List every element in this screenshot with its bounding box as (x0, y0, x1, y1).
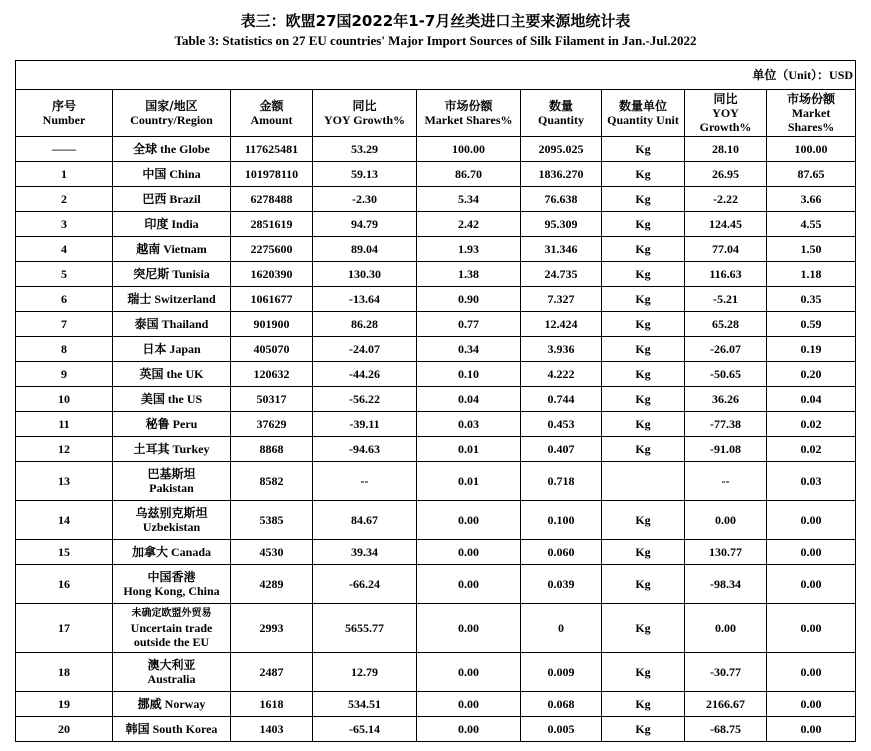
quantity-yoy-cell: -68.75 (685, 717, 767, 742)
amount-cell: 901900 (231, 312, 313, 337)
market-share-cell: 0.00 (417, 717, 521, 742)
row-number: 5 (16, 262, 113, 287)
amount-cell: 1618 (231, 692, 313, 717)
table-row (16, 437, 856, 462)
table-title-cn: 表三：欧盟27国2022年1-7月丝类进口主要来源地统计表 (240, 12, 631, 30)
quantity-unit-cell: Kg (602, 501, 685, 540)
quantity-yoy-cell: 77.04 (685, 237, 767, 262)
quantity-cell: 0.744 (521, 387, 602, 412)
column-header-en: Country/Region (130, 113, 213, 127)
quantity-cell: 0.068 (521, 692, 602, 717)
quantity-unit-cell: Kg (602, 604, 685, 653)
quantity-share-cell: 0.00 (767, 501, 856, 540)
yoy-growth-cell: -44.26 (313, 362, 417, 387)
quantity-cell: 24.735 (521, 262, 602, 287)
amount-cell: 120632 (231, 362, 313, 387)
row-number: 15 (16, 540, 113, 565)
quantity-cell: 7.327 (521, 287, 602, 312)
table-row (16, 187, 856, 212)
quantity-cell: 1836.270 (521, 162, 602, 187)
yoy-growth-cell: -2.30 (313, 187, 417, 212)
country-cell (113, 237, 231, 262)
amount-cell: 2851619 (231, 212, 313, 237)
country-name-cn: 土耳其 (133, 442, 170, 456)
row-number: 18 (16, 653, 113, 692)
country-name-cn: 美国 (140, 392, 165, 406)
amount-cell: 405070 (231, 337, 313, 362)
yoy-growth-cell: 84.67 (313, 501, 417, 540)
country-name-en: Japan (169, 342, 201, 356)
quantity-share-cell: 0.20 (767, 362, 856, 387)
quantity-cell: 95.309 (521, 212, 602, 237)
column-header-cn: 国家/地区 (145, 99, 198, 113)
column-header (602, 90, 685, 137)
country-name-cn: 突尼斯 (133, 267, 170, 281)
yoy-growth-cell: 39.34 (313, 540, 417, 565)
quantity-yoy-cell: 28.10 (685, 137, 767, 162)
quantity-unit-cell: Kg (602, 540, 685, 565)
amount-cell: 1620390 (231, 262, 313, 287)
row-number: 19 (16, 692, 113, 717)
country-name-en: the UK (166, 367, 204, 381)
yoy-growth-cell: -- (313, 462, 417, 501)
amount-cell: 8582 (231, 462, 313, 501)
country-name-cn: 未确定欧盟外贸易 (131, 608, 212, 619)
column-header-cn: 数量 (548, 99, 573, 113)
amount-cell: 5385 (231, 501, 313, 540)
yoy-growth-cell: 89.04 (313, 237, 417, 262)
country-name-cn: 乌兹别克斯坦 (135, 506, 208, 520)
table-row (16, 312, 856, 337)
column-header-cn: 市场份额 (444, 99, 493, 113)
country-name-cn: 越南 (136, 242, 161, 256)
quantity-share-cell: 0.00 (767, 692, 856, 717)
country-name-en: Hong Kong, China (123, 584, 220, 598)
quantity-cell: 2095.025 (521, 137, 602, 162)
table-row (16, 412, 856, 437)
quantity-cell: 12.424 (521, 312, 602, 337)
quantity-yoy-cell: 116.63 (685, 262, 767, 287)
country-name-en: Vietnam (163, 242, 207, 256)
amount-cell: 1061677 (231, 287, 313, 312)
row-number: 14 (16, 501, 113, 540)
quantity-unit-cell: Kg (602, 692, 685, 717)
table-row (16, 501, 856, 540)
quantity-yoy-cell: 26.95 (685, 162, 767, 187)
country-name-cn: 全球 (133, 142, 158, 156)
country-cell (113, 653, 231, 692)
market-share-cell: 100.00 (417, 137, 521, 162)
yoy-growth-cell: 5655.77 (313, 604, 417, 653)
quantity-unit-cell: Kg (602, 237, 685, 262)
row-number: 2 (16, 187, 113, 212)
amount-cell: 37629 (231, 412, 313, 437)
column-header (113, 90, 231, 137)
quantity-cell: 3.936 (521, 337, 602, 362)
country-name-cn: 瑞士 (127, 292, 152, 306)
yoy-growth-cell: -66.24 (313, 565, 417, 604)
row-number: 1 (16, 162, 113, 187)
quantity-yoy-cell: 2166.67 (685, 692, 767, 717)
quantity-unit-cell: Kg (602, 412, 685, 437)
quantity-unit-cell: Kg (602, 437, 685, 462)
market-share-cell: 0.00 (417, 501, 521, 540)
import-sources-table (15, 60, 856, 742)
yoy-growth-cell: -24.07 (313, 337, 417, 362)
country-name-en: Switzerland (154, 292, 216, 306)
column-header (16, 90, 113, 137)
market-share-cell: 0.34 (417, 337, 521, 362)
country-name-cn: 印度 (144, 217, 169, 231)
country-name-en: Turkey (172, 442, 210, 456)
column-header-cn: 序号 (51, 99, 76, 113)
row-number: 7 (16, 312, 113, 337)
quantity-share-cell: 0.03 (767, 462, 856, 501)
row-number: 20 (16, 717, 113, 742)
quantity-yoy-cell: -2.22 (685, 187, 767, 212)
amount-cell: 117625481 (231, 137, 313, 162)
quantity-unit-cell: Kg (602, 262, 685, 287)
country-name-en: Thailand (161, 317, 209, 331)
country-name-en: India (171, 217, 199, 231)
table-row (16, 565, 856, 604)
country-name-cn: 泰国 (134, 317, 159, 331)
row-number: —— (16, 137, 113, 162)
yoy-growth-cell: 130.30 (313, 262, 417, 287)
table-row (16, 162, 856, 187)
country-name-cn: 巴基斯坦 (147, 467, 196, 481)
table-title-en: Table 3: Statistics on 27 EU countries' Major Import Sources of Silk Filament in Jan.-Jul.2022 (174, 33, 697, 48)
market-share-cell: 0.01 (417, 462, 521, 501)
quantity-share-cell: 0.00 (767, 653, 856, 692)
country-name-en: Uncertain trade outside the EU (130, 621, 213, 649)
quantity-yoy-cell: 124.45 (685, 212, 767, 237)
quantity-yoy-cell: -77.38 (685, 412, 767, 437)
quantity-cell: 0.009 (521, 653, 602, 692)
country-name-cn: 日本 (142, 342, 167, 356)
row-number: 6 (16, 287, 113, 312)
yoy-growth-cell: 59.13 (313, 162, 417, 187)
country-name-cn: 加拿大 (131, 545, 168, 559)
market-share-cell: 2.42 (417, 212, 521, 237)
country-name-en: Peru (172, 417, 198, 431)
quantity-share-cell: 0.02 (767, 437, 856, 462)
row-number: 16 (16, 565, 113, 604)
column-header-en: Market Shares% (424, 113, 513, 127)
column-header-en: Amount (250, 113, 293, 127)
column-header-cn: 市场份额 (787, 92, 836, 106)
country-cell (113, 362, 231, 387)
country-name-en: Uzbekistan (142, 520, 201, 534)
country-name-cn: 韩国 (125, 722, 150, 736)
country-cell (113, 287, 231, 312)
table-row (16, 717, 856, 742)
header-row (16, 90, 856, 137)
quantity-cell: 0.453 (521, 412, 602, 437)
country-name-cn: 中国 (142, 167, 167, 181)
column-header-cn: 同比 (352, 99, 377, 113)
column-header (767, 90, 856, 137)
quantity-share-cell: 100.00 (767, 137, 856, 162)
column-header-en: YOY Growth% (324, 113, 405, 127)
quantity-share-cell: 3.66 (767, 187, 856, 212)
amount-cell: 1403 (231, 717, 313, 742)
market-share-cell: 5.34 (417, 187, 521, 212)
market-share-cell: 0.90 (417, 287, 521, 312)
unit-row (16, 61, 856, 90)
column-header-en: Market Shares% (787, 106, 835, 134)
country-name-cn: 挪威 (137, 697, 162, 711)
quantity-unit-cell: Kg (602, 337, 685, 362)
column-header (685, 90, 767, 137)
country-cell (113, 565, 231, 604)
quantity-yoy-cell: -50.65 (685, 362, 767, 387)
yoy-growth-cell: -94.63 (313, 437, 417, 462)
yoy-growth-cell: 534.51 (313, 692, 417, 717)
quantity-cell: 76.638 (521, 187, 602, 212)
country-cell (113, 462, 231, 501)
country-cell (113, 312, 231, 337)
amount-cell: 4530 (231, 540, 313, 565)
column-header (521, 90, 602, 137)
quantity-yoy-cell: 65.28 (685, 312, 767, 337)
quantity-unit-cell: Kg (602, 653, 685, 692)
row-number: 4 (16, 237, 113, 262)
country-cell (113, 692, 231, 717)
table-body (16, 137, 856, 742)
market-share-cell: 0.00 (417, 540, 521, 565)
quantity-cell: 0.039 (521, 565, 602, 604)
country-name-cn: 英国 (139, 367, 164, 381)
column-header (231, 90, 313, 137)
market-share-cell: 0.04 (417, 387, 521, 412)
country-cell (113, 437, 231, 462)
column-header-en: Quantity Unit (607, 113, 679, 127)
market-share-cell: 0.00 (417, 692, 521, 717)
market-share-cell: 0.03 (417, 412, 521, 437)
quantity-cell: 0.407 (521, 437, 602, 462)
country-name-en: Canada (171, 545, 212, 559)
column-header-en: Quantity (537, 113, 584, 127)
country-name-en: China (169, 167, 201, 181)
column-header (417, 90, 521, 137)
quantity-cell: 4.222 (521, 362, 602, 387)
row-number: 9 (16, 362, 113, 387)
quantity-unit-cell: Kg (602, 362, 685, 387)
table-row (16, 362, 856, 387)
table-row (16, 462, 856, 501)
quantity-share-cell: 0.00 (767, 565, 856, 604)
amount-cell: 50317 (231, 387, 313, 412)
market-share-cell: 1.93 (417, 237, 521, 262)
quantity-yoy-cell: -30.77 (685, 653, 767, 692)
country-cell (113, 137, 231, 162)
row-number: 11 (16, 412, 113, 437)
country-cell (113, 717, 231, 742)
table-row (16, 540, 856, 565)
quantity-yoy-cell: -26.07 (685, 337, 767, 362)
quantity-share-cell: 0.59 (767, 312, 856, 337)
country-name-cn: 巴西 (142, 192, 167, 206)
country-name-en: the US (167, 392, 203, 406)
row-number: 8 (16, 337, 113, 362)
yoy-growth-cell: 53.29 (313, 137, 417, 162)
yoy-growth-cell: -39.11 (313, 412, 417, 437)
amount-cell: 2275600 (231, 237, 313, 262)
quantity-share-cell: 0.02 (767, 412, 856, 437)
amount-cell: 2487 (231, 653, 313, 692)
country-name-en: Brazil (169, 192, 201, 206)
yoy-growth-cell: 12.79 (313, 653, 417, 692)
amount-cell: 8868 (231, 437, 313, 462)
amount-cell: 101978110 (231, 162, 313, 187)
quantity-share-cell: 1.50 (767, 237, 856, 262)
country-name-cn: 秘鲁 (145, 417, 170, 431)
row-number: 3 (16, 212, 113, 237)
country-cell (113, 337, 231, 362)
amount-cell: 2993 (231, 604, 313, 653)
quantity-cell: 0.060 (521, 540, 602, 565)
quantity-cell: 0.718 (521, 462, 602, 501)
row-number: 12 (16, 437, 113, 462)
table-row (16, 604, 856, 653)
amount-cell: 6278488 (231, 187, 313, 212)
quantity-yoy-cell: -91.08 (685, 437, 767, 462)
market-share-cell: 0.00 (417, 565, 521, 604)
country-cell (113, 412, 231, 437)
country-cell (113, 604, 231, 653)
column-header-cn: 同比 (713, 92, 738, 106)
quantity-unit-cell: Kg (602, 162, 685, 187)
table-row (16, 137, 856, 162)
market-share-cell: 0.00 (417, 653, 521, 692)
quantity-yoy-cell: 0.00 (685, 501, 767, 540)
table-row (16, 692, 856, 717)
quantity-unit-cell: Kg (602, 565, 685, 604)
quantity-unit-cell: Kg (602, 312, 685, 337)
column-header-en: Number (42, 113, 86, 127)
quantity-share-cell: 0.04 (767, 387, 856, 412)
amount-cell: 4289 (231, 565, 313, 604)
row-number: 10 (16, 387, 113, 412)
quantity-share-cell: 0.00 (767, 540, 856, 565)
market-share-cell: 0.77 (417, 312, 521, 337)
quantity-unit-cell: Kg (602, 387, 685, 412)
quantity-cell: 0 (521, 604, 602, 653)
quantity-unit-cell: Kg (602, 717, 685, 742)
row-number: 13 (16, 462, 113, 501)
country-name-en: Tunisia (172, 267, 210, 281)
table-row (16, 337, 856, 362)
quantity-yoy-cell: 36.26 (685, 387, 767, 412)
table-row (16, 287, 856, 312)
table-row (16, 387, 856, 412)
country-name-en: Pakistan (149, 481, 194, 495)
quantity-cell: 0.005 (521, 717, 602, 742)
quantity-share-cell: 0.35 (767, 287, 856, 312)
market-share-cell: 0.10 (417, 362, 521, 387)
yoy-growth-cell: 86.28 (313, 312, 417, 337)
yoy-growth-cell: -13.64 (313, 287, 417, 312)
quantity-share-cell: 0.00 (767, 604, 856, 653)
quantity-share-cell: 0.19 (767, 337, 856, 362)
country-cell (113, 262, 231, 287)
column-header-cn: 金额 (259, 99, 284, 113)
column-header-en: YOY (712, 106, 739, 120)
quantity-unit-cell: Kg (602, 187, 685, 212)
country-name-en: the Globe (160, 142, 210, 156)
quantity-yoy-cell: -98.34 (685, 565, 767, 604)
country-name-cn: 中国香港 (147, 570, 196, 584)
quantity-unit-cell: Kg (602, 287, 685, 312)
column-header (313, 90, 417, 137)
quantity-yoy-cell: -- (685, 462, 767, 501)
quantity-share-cell: 1.18 (767, 262, 856, 287)
country-cell (113, 540, 231, 565)
country-cell (113, 387, 231, 412)
quantity-yoy-cell: -5.21 (685, 287, 767, 312)
country-cell (113, 162, 231, 187)
quantity-share-cell: 0.00 (767, 717, 856, 742)
country-name-en: South Korea (152, 722, 218, 736)
quantity-yoy-cell: 0.00 (685, 604, 767, 653)
table-row (16, 653, 856, 692)
yoy-growth-cell: -56.22 (313, 387, 417, 412)
country-cell (113, 187, 231, 212)
table-row (16, 237, 856, 262)
quantity-cell: 31.346 (521, 237, 602, 262)
row-number: 17 (16, 604, 113, 653)
country-name-en: Norway (164, 697, 206, 711)
country-cell (113, 212, 231, 237)
yoy-growth-cell: 94.79 (313, 212, 417, 237)
country-name-en: Australia (147, 672, 196, 686)
quantity-unit-cell: Kg (602, 137, 685, 162)
column-header-en: Growth% (699, 120, 752, 134)
country-name-cn: 澳大利亚 (147, 658, 196, 672)
market-share-cell: 1.38 (417, 262, 521, 287)
yoy-growth-cell: -65.14 (313, 717, 417, 742)
quantity-share-cell: 4.55 (767, 212, 856, 237)
market-share-cell: 0.01 (417, 437, 521, 462)
market-share-cell: 86.70 (417, 162, 521, 187)
quantity-unit-cell: Kg (602, 212, 685, 237)
column-header-cn: 数量单位 (618, 99, 667, 113)
country-cell (113, 501, 231, 540)
table-row (16, 212, 856, 237)
quantity-cell: 0.100 (521, 501, 602, 540)
market-share-cell: 0.00 (417, 604, 521, 653)
quantity-yoy-cell: 130.77 (685, 540, 767, 565)
table-row (16, 262, 856, 287)
unit-label: 单位（Unit）：USD (16, 61, 856, 90)
quantity-share-cell: 87.65 (767, 162, 856, 187)
quantity-unit-cell (602, 462, 685, 501)
